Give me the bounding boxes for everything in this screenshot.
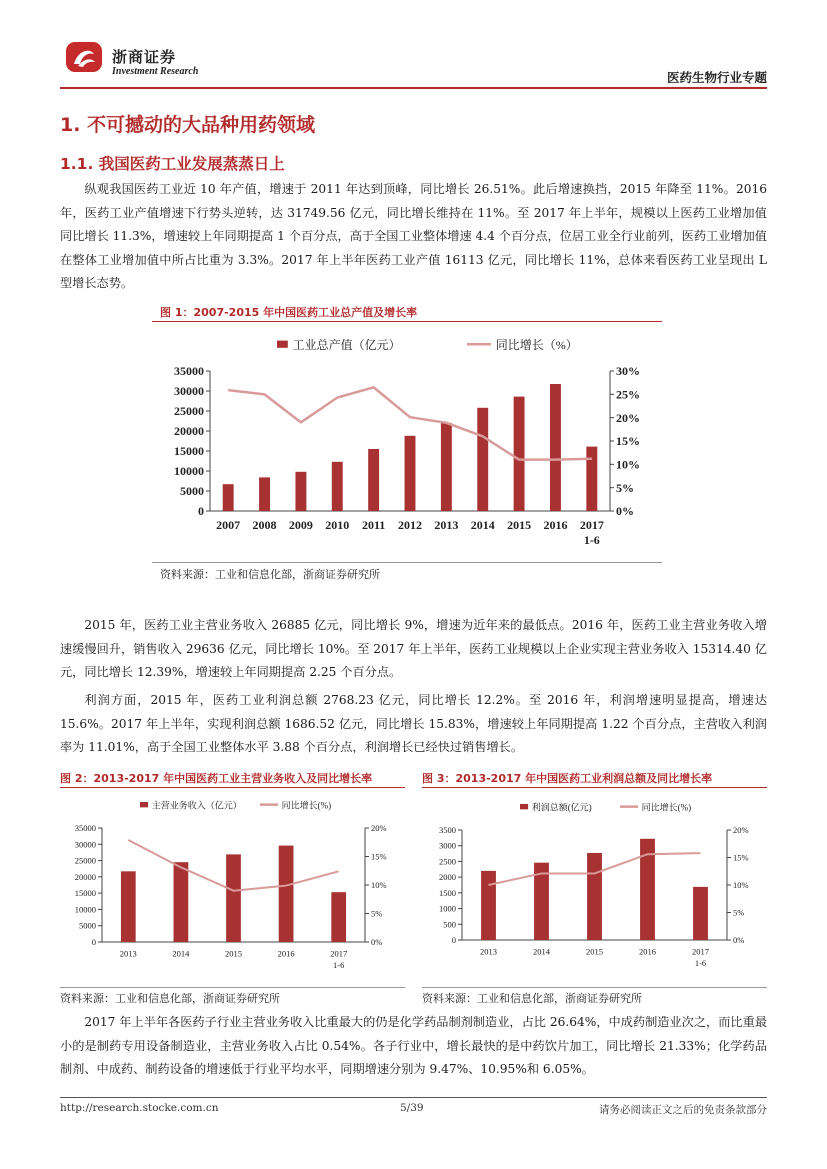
right-tick-label: 0% <box>616 504 634 519</box>
category-label: 2016 <box>277 948 295 959</box>
bar <box>223 484 234 511</box>
category-label: 2017 <box>330 948 348 959</box>
section-heading: 1. 不可撼动的大品种用药领域 <box>60 114 316 136</box>
category-label: 2009 <box>288 518 313 532</box>
legend-bar-swatch <box>520 804 528 809</box>
left-tick-label: 15000 <box>174 444 204 459</box>
left-tick-label: 15000 <box>74 888 96 899</box>
paragraph-1: 纵观我国医药工业近 10 年产值，增速于 2011 年达到顶峰，同比增长 26.51%。此后增速换挡，2015 年降至 11%。2016 年，医药工业产值增速下行势头逆转，达 31749.56 亿元，同比增长维持在 11%。至 2017 年上半年，规模以上医药工业增加值同比增长 11.3%，增速较上年同期提高 1 个百分点，高于全国工业整体增速 4.4 个百分点，位居工业全行业前列，医药工业增加值在整体工业增加值中所占比重为 3.3%。2017 年上半年医药工业产值 16113 亿元，同比增长 11%，总体来看医药工业呈现出 L 型增长态势。 <box>60 182 767 290</box>
left-tick-label: 10000 <box>174 464 204 479</box>
figure-3-chart <box>422 792 767 982</box>
bar <box>121 871 136 942</box>
left-tick-label: 30000 <box>74 839 96 850</box>
figure-1-source: 资料来源：工业和信息化部，浙商证券研究所 <box>160 568 380 581</box>
paragraph-4: 2017 年上半年各医药子行业主营业务收入比重最大的仍是化学药品制剂制造业，占比 26.64%，中成药制造业次之，而比重最小的是制药专用设备制造业，主营业务收入占比 0.54%。各子行业中，增长最快的是中药饮片加工，同比增长 21.33%；化学药品制剂、中成药、制药设备的增速低于行业平均水平，同期增速分别为 9.47%、10.95%和 6.05%。 <box>60 1015 767 1076</box>
left-tick-label: 5000 <box>79 920 96 931</box>
right-tick-label: 15% <box>616 434 640 449</box>
figure-1-caption-line <box>152 321 662 322</box>
left-tick-label: 35000 <box>174 364 204 379</box>
legend-bar-label: 工业总产值（亿元） <box>292 338 401 352</box>
left-tick-label: 3000 <box>439 840 456 851</box>
right-tick-label: 5% <box>733 907 745 918</box>
left-tick-label: 0 <box>451 934 456 945</box>
left-tick-label: 1500 <box>439 887 456 898</box>
category-label: 2013 <box>119 948 137 959</box>
subsection-heading: 1.1. 我国医药工业发展蒸蒸日上 <box>60 155 285 173</box>
page-number: 5/39 <box>400 1102 424 1114</box>
figure-2-source: 资料来源：工业和信息化部，浙商证券研究所 <box>60 992 280 1005</box>
category-label: 2014 <box>470 518 495 532</box>
bar <box>477 408 488 511</box>
figure-3-source: 资料来源：工业和信息化部，浙商证券研究所 <box>422 992 642 1005</box>
category-label: 2012 <box>398 518 422 532</box>
category-label: 2015 <box>507 518 532 532</box>
category-label: 1-6 <box>583 533 600 547</box>
right-tick-label: 20% <box>733 824 749 835</box>
right-tick-label: 15% <box>733 852 749 863</box>
right-tick-label: 15% <box>371 851 387 862</box>
left-tick-label: 20000 <box>174 424 204 439</box>
figure-3-caption: 图 3：2013-2017 年中国医药工业利润总额及同比增长率 <box>422 772 713 785</box>
category-label: 2014 <box>172 948 190 959</box>
category-label: 2015 <box>586 946 603 957</box>
brand-subtitle: Investment Research <box>112 66 199 77</box>
figure-3-source-line <box>422 987 767 988</box>
right-tick-label: 5% <box>616 480 634 495</box>
bar <box>405 436 416 511</box>
right-tick-label: 30% <box>616 364 640 379</box>
bar <box>279 846 294 942</box>
left-tick-label: 25000 <box>74 855 96 866</box>
footer-divider <box>60 1097 767 1098</box>
legend-bar-swatch <box>140 802 148 807</box>
figure-1-caption: 图 1：2007-2015 年中国医药工业总产值及增长率 <box>160 306 418 319</box>
right-tick-label: 25% <box>616 387 640 402</box>
bar <box>481 871 496 940</box>
left-tick-label: 20000 <box>74 871 96 882</box>
legend-line-label: 同比增长（%） <box>495 338 578 352</box>
left-tick-label: 5000 <box>180 484 204 499</box>
figure-1-source-line <box>152 562 662 563</box>
category-label: 2016 <box>639 946 656 957</box>
bar <box>295 472 306 511</box>
category-label: 2017 <box>692 946 709 957</box>
bar <box>441 423 452 511</box>
bar <box>332 462 343 511</box>
right-tick-label: 20% <box>371 822 387 833</box>
right-tick-label: 0% <box>733 934 745 945</box>
bar <box>226 854 241 942</box>
left-tick-label: 30000 <box>174 384 204 399</box>
category-label: 2010 <box>325 518 350 532</box>
bar <box>174 862 189 942</box>
bar <box>587 853 602 940</box>
figure-2-caption-line <box>60 787 405 788</box>
category-label: 1-6 <box>694 958 707 968</box>
category-label: 2007 <box>216 518 241 532</box>
left-tick-label: 35000 <box>74 822 96 833</box>
legend-bar-swatch <box>277 341 288 348</box>
left-tick-label: 2000 <box>439 872 456 883</box>
right-tick-label: 10% <box>733 879 749 890</box>
brand-name: 浙商证券 <box>112 48 177 66</box>
left-tick-label: 3500 <box>439 824 456 835</box>
left-tick-label: 0 <box>91 936 96 947</box>
bar <box>550 384 561 511</box>
bar <box>586 447 597 511</box>
footer-disclaimer: 请务必阅读正文之后的免责条款部分 <box>599 1104 767 1116</box>
right-tick-label: 10% <box>371 879 387 890</box>
figure-2-caption: 图 2：2013-2017 年中国医药工业主营业务收入及同比增长率 <box>60 772 373 785</box>
header-divider <box>60 87 767 89</box>
right-tick-label: 20% <box>616 410 640 425</box>
left-tick-label: 0 <box>198 504 204 519</box>
category-label: 2008 <box>252 518 277 532</box>
document-category: 医药生物行业专题 <box>666 70 767 85</box>
figure-2-source-line <box>60 987 405 988</box>
category-label: 2017 <box>579 518 604 532</box>
figure-3-caption-line <box>422 787 767 788</box>
left-tick-label: 10000 <box>74 904 96 915</box>
bar <box>259 477 270 511</box>
legend-bar-label: 主营业务收入（亿元） <box>151 800 242 811</box>
category-label: 1-6 <box>333 960 345 970</box>
legend-bar-label: 利润总额(亿元) <box>531 802 592 813</box>
category-label: 2013 <box>434 518 459 532</box>
bar <box>514 397 525 511</box>
paragraph-3: 利润方面，2015 年，医药工业利润总额 2768.23 亿元，同比增长 12.2%。至 2016 年，利润增速明显提高，增速达 15.6%。2017 年上半年，实现利润总额 1686.52 亿元，同比增长 15.83%，增速较上年同期提高 1.22 个百分点，主营收入利润率为 11.01%，高于全国工业整体水平 3.88 个百分点，利润增长已经快过销售增长。 <box>60 693 767 754</box>
category-label: 2015 <box>225 948 242 959</box>
bar <box>331 892 346 942</box>
left-tick-label: 1000 <box>439 903 456 914</box>
paragraph-2: 2015 年，医药工业主营业务收入 26885 亿元，同比增长 9%，增速为近年来的最低点。2016 年，医药工业主营业务收入增速缓慢回升，销售收入 29636 亿元，同比增长 10%。至 2017 年上半年，医药工业规模以上企业实现主营业务收入 15314.40 亿元，同比增长 12.39%，增速较上年同期提高 2.25 个百分点。 <box>60 618 767 679</box>
left-tick-label: 25000 <box>174 404 204 419</box>
figure-1-chart <box>152 326 662 556</box>
category-label: 2014 <box>533 946 550 957</box>
brand-logo-icon <box>64 40 104 74</box>
category-label: 2011 <box>361 518 386 532</box>
figure-2-chart <box>60 792 405 982</box>
bar <box>693 887 708 940</box>
category-label: 2013 <box>480 946 497 957</box>
right-tick-label: 0% <box>371 936 383 947</box>
legend-line-label: 同比增长(%) <box>281 800 332 811</box>
legend-line-label: 同比增长(%) <box>641 802 692 813</box>
right-tick-label: 10% <box>616 457 640 472</box>
right-tick-label: 5% <box>371 908 383 919</box>
category-label: 2016 <box>543 518 568 532</box>
footer-url[interactable]: http://research.stocke.com.cn <box>60 1102 219 1114</box>
left-tick-label: 2500 <box>439 856 456 867</box>
left-tick-label: 500 <box>443 919 456 930</box>
bar <box>368 449 379 511</box>
